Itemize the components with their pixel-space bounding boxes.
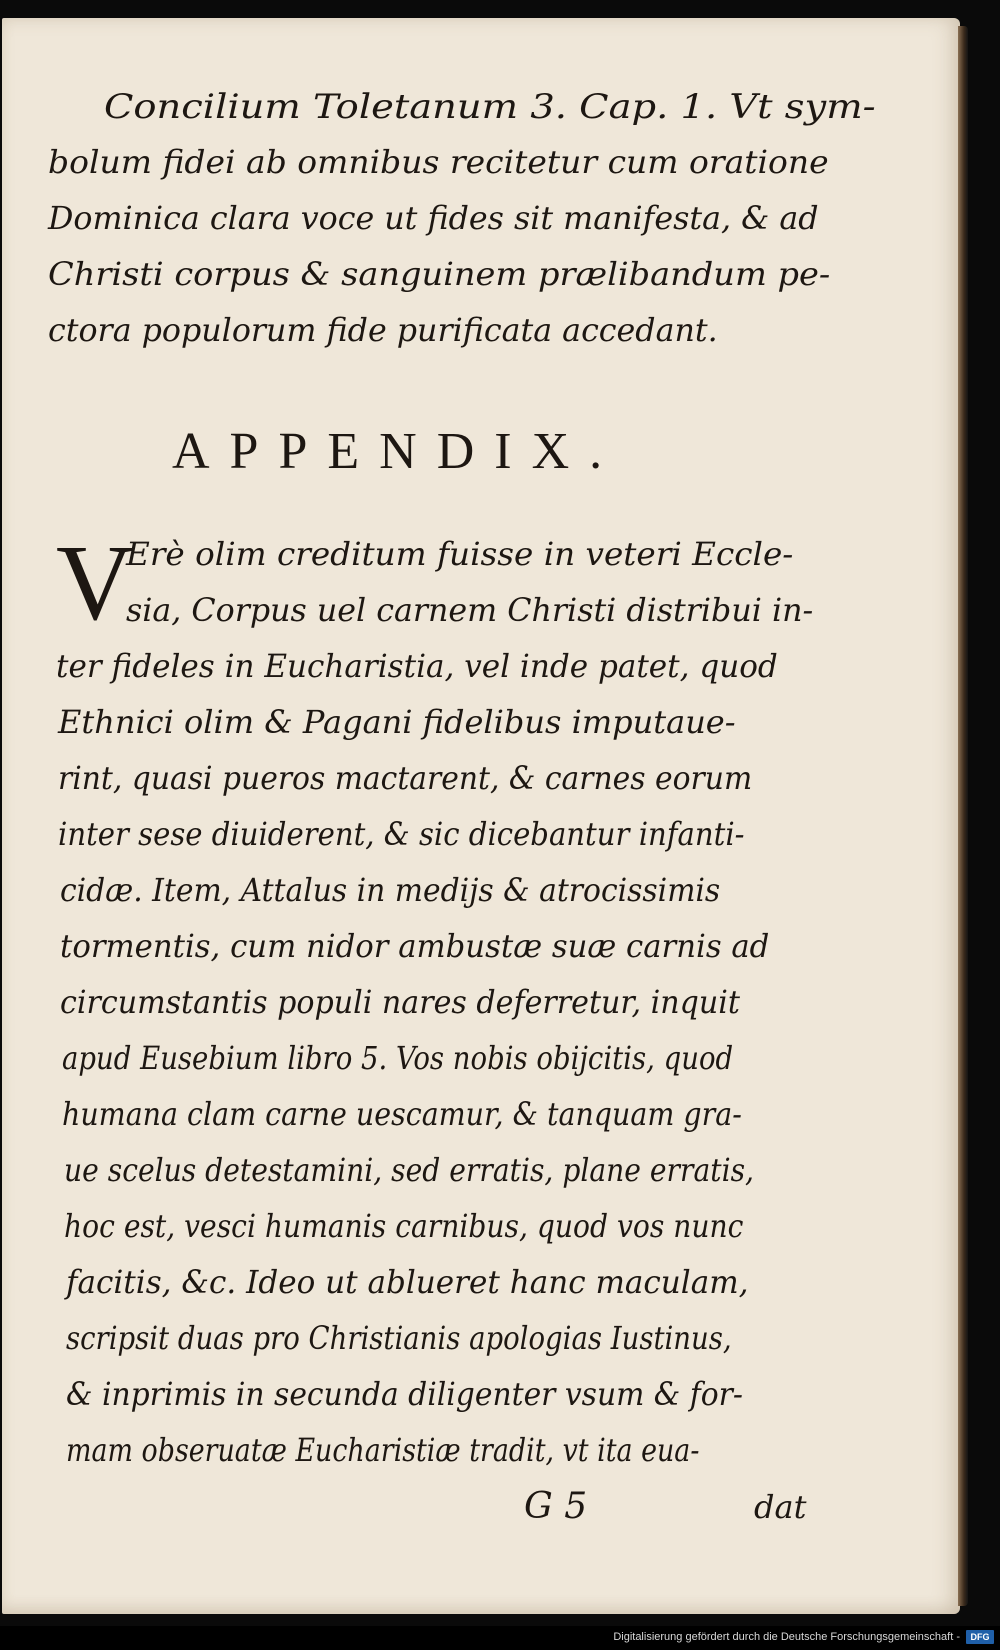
text-line: & inprimis in secunda diligenter vsum & for- [66,1375,743,1413]
text-line: Ethnici olim & Pagani fidelibus imputaue- [58,703,736,741]
dfg-logo: DFG [966,1630,994,1644]
text-line: humana clam carne uescamur, & tanquam gra- [62,1095,742,1133]
text-line: sia, Corpus uel carnem Christi distribui in- [126,591,814,629]
text-line: scripsit duas pro Christianis apologias Iustinus, [66,1319,732,1357]
signature-mark: G 5 [524,1486,588,1527]
text-line: Concilium Toletanum 3. Cap. 1. Vt sym- [104,87,876,127]
text-line: Erè olim creditum fuisse in veteri Eccle- [126,535,794,573]
section-heading: APPENDIX. [172,423,623,480]
drop-capital: V [56,524,134,643]
text-line: circumstantis populi nares deferretur, inquit [60,983,740,1021]
text-line: cidæ. Item, Attalus in medijs & atrocissimis [60,871,721,909]
text-line: inter sese diuiderent, & sic dicebantur infanti- [58,815,745,853]
page-edge-shadow [958,26,968,1606]
digitization-footer [0,1626,1000,1650]
text-line: hoc est, vesci humanis carnibus, quod vos nunc [64,1207,744,1245]
text-line: tormentis, cum nidor ambustæ suæ carnis ad [60,927,770,965]
text-line: rint, quasi pueros mactarent, & carnes eorum [58,759,753,797]
text-line: Dominica clara voce ut fides sit manifesta, & ad [48,199,819,237]
text-line: mam obseruatæ Eucharistiæ tradit, vt ita eua- [66,1431,700,1469]
text-line: ctora populorum fide purificata accedant. [48,311,718,349]
text-line: facitis, &c. Ideo ut ablueret hanc maculam, [66,1263,749,1301]
text-line: apud Eusebium libro 5. Vos nobis obijcitis, quod [62,1039,734,1077]
footer-credit-text: Digitalisierung gefördert durch die Deutsche Forschungsgemeinschaft - [613,1631,960,1643]
text-line: Christi corpus & sanguinem prælibandum pe- [48,255,831,293]
text-line: ter fideles in Eucharistia, vel inde patet, quod [56,647,778,685]
text-line: ue scelus detestamini, sed erratis, plane erratis, [64,1151,754,1189]
catchword: dat [754,1488,807,1526]
paper-page [2,18,960,1614]
text-line: bolum fidei ab omnibus recitetur cum oratione [48,143,829,181]
